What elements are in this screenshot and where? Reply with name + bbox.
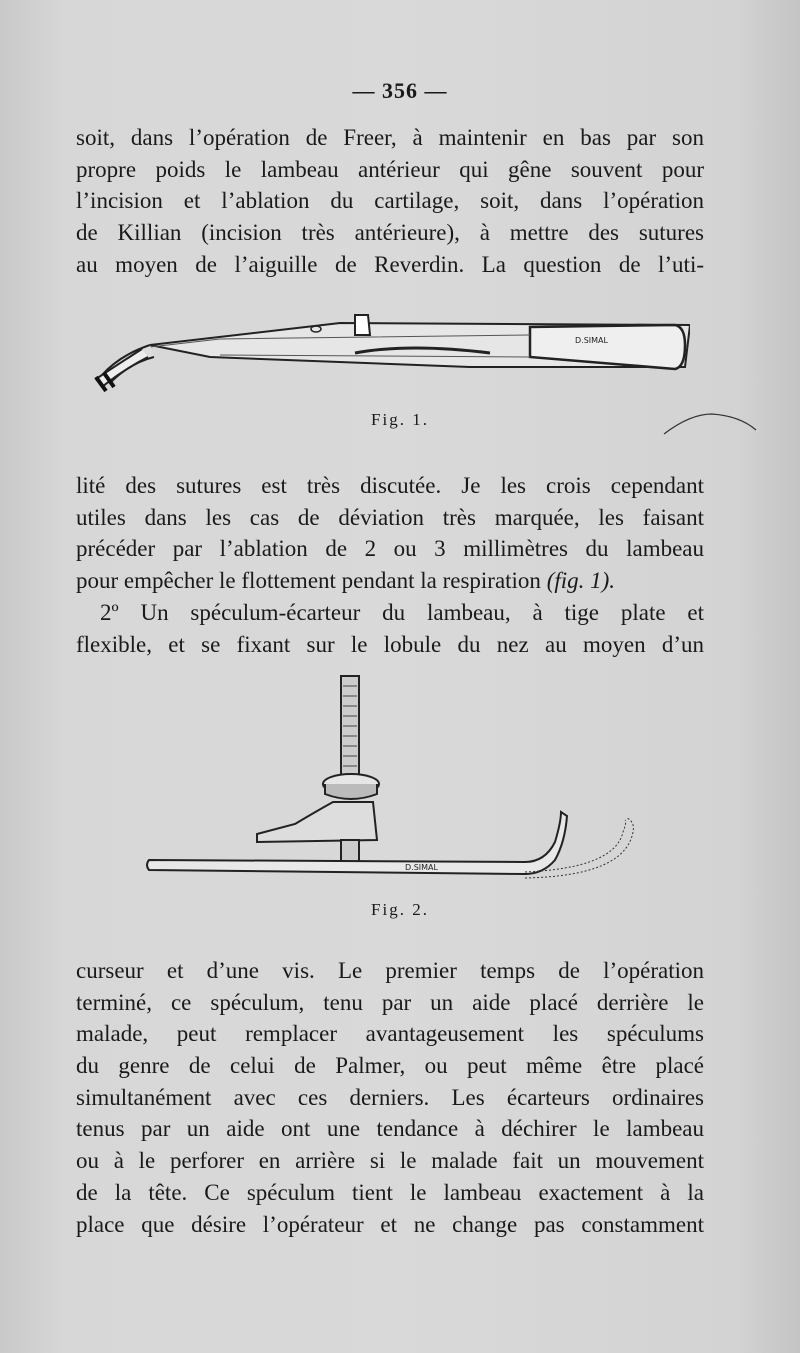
text-line: place que désire l’opérateur et ne change pas constamment [76, 1211, 704, 1237]
text-line: soit, dans l’opération de Freer, à maintenir en bas par son [76, 125, 704, 150]
text-line: précéder par l’ablation de 2 ou 3 millimètres du lambeau [76, 536, 704, 562]
text-line: ou à le perforer en arrière si le malade fait un mouvement [76, 1148, 704, 1174]
maker-mark-1: D.SIMAL [575, 336, 608, 345]
paragraph-2 [76, 470, 704, 597]
text-line: malade, peut remplacer avantageusement les spéculums [76, 1021, 704, 1047]
text-line: curseur et d’une vis. Le premier temps de l’opération [76, 958, 704, 983]
text-line: 2º Un spéculum-écarteur du lambeau, à tige plate et [100, 600, 704, 625]
text-line: flexible, et se fixant sur le lobule du nez au moyen d’un [76, 631, 704, 657]
text-line: tenus par un aide ont une tendance à déchirer le lambeau [76, 1116, 704, 1142]
text-line: l’incision et l’ablation du cartilage, soit, dans l’opération [76, 188, 704, 214]
paragraph-1 [76, 122, 704, 280]
text-line: utiles dans les cas de déviation très marquée, les faisant [76, 504, 704, 530]
page-number: — 356 — [352, 78, 448, 103]
text-line: terminé, ce spéculum, tenu par un aide placé derrière le [76, 989, 704, 1015]
margin-mark [660, 410, 760, 440]
text-line: lité des sutures est très discutée. Je les crois cependant [76, 473, 704, 498]
text-line: simultanément avec ces derniers. Les écarteurs ordinaires [76, 1084, 704, 1110]
figure-2-caption: Fig. 2. [371, 900, 429, 919]
figure-1-caption: Fig. 1. [371, 410, 429, 429]
forceps-illustration [90, 305, 690, 400]
text-line: de la tête. Ce spéculum tient le lambeau exactement à la [76, 1179, 704, 1205]
text-line: propre poids le lambeau antérieur qui gêne souvent pour [76, 156, 704, 182]
text-line: de Killian (incision très antérieure), à mettre des sutures [76, 220, 704, 246]
speculum-retractor-illustration [145, 672, 645, 882]
paragraph-3 [76, 597, 704, 660]
maker-mark-2: D.SIMAL [405, 863, 438, 872]
figure-reference: (fig. 1). [546, 568, 616, 594]
paragraph-4 [76, 955, 704, 1240]
text-line: au moyen de l’aiguille de Reverdin. La question de l’uti- [76, 251, 704, 277]
text-line [76, 565, 704, 597]
text-line: du genre de celui de Palmer, ou peut même être placé [76, 1053, 704, 1079]
text-line-body: pour empêcher le flottement pendant la respiration [76, 568, 541, 594]
